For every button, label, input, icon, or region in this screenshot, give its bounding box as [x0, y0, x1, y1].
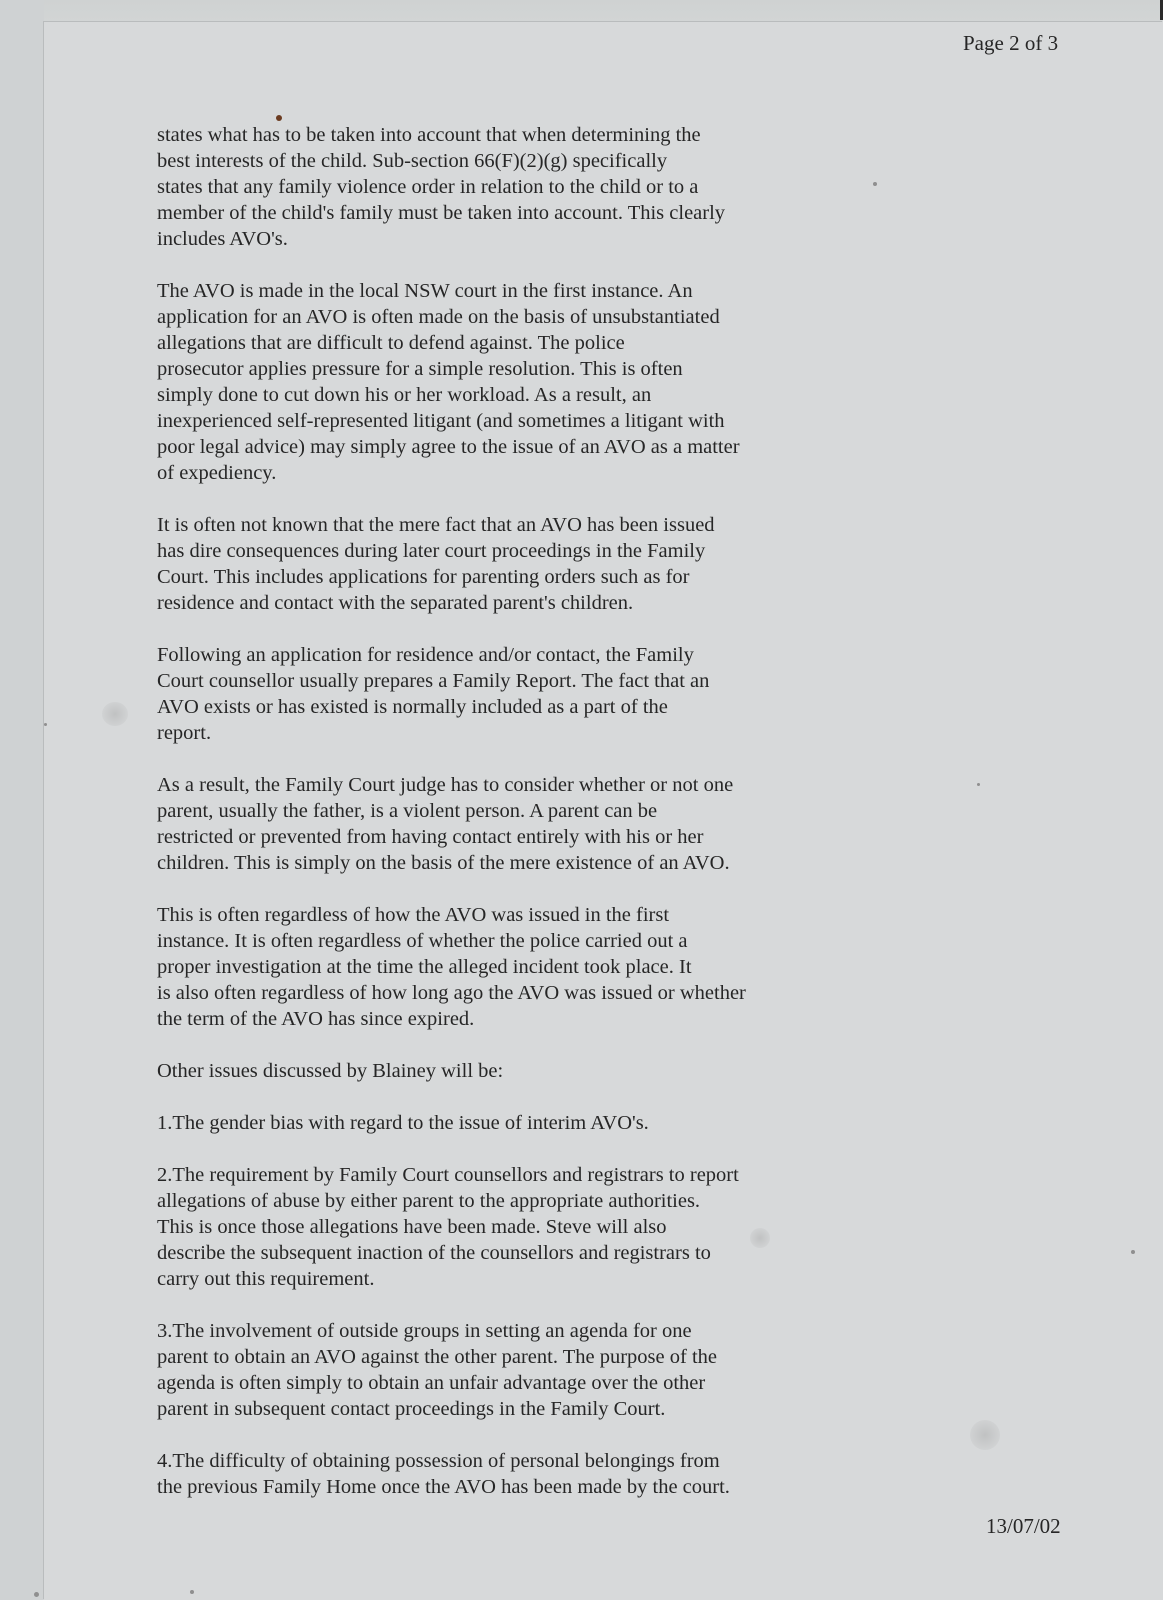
text-line: parent in subsequent contact proceedings in the Family Court. [157, 1398, 666, 1420]
text-line: the term of the AVO has since expired. [157, 1008, 475, 1030]
text-line: the previous Family Home once the AVO has been made by the court. [157, 1476, 730, 1498]
text-line: of expediency. [157, 462, 277, 484]
paragraph [157, 1162, 867, 1292]
text-line: allegations of abuse by either parent to the appropriate authorities. [157, 1190, 701, 1212]
scan-smudge [750, 1228, 770, 1248]
text-line: restricted or prevented from having contact entirely with his or her [157, 826, 704, 848]
paragraph [157, 278, 867, 486]
scan-smudge [102, 702, 128, 726]
text-line: As a result, the Family Court judge has to consider whether or not one [157, 774, 734, 796]
paragraph [157, 512, 867, 616]
text-line: Other issues discussed by Blainey will be: [157, 1060, 504, 1082]
text-line: It is often not known that the mere fact that an AVO has been issued [157, 514, 715, 536]
scan-speck [977, 783, 980, 786]
paragraph [157, 1058, 867, 1084]
paragraph [157, 902, 867, 1032]
text-line: carry out this requirement. [157, 1268, 375, 1290]
scan-speck [1131, 1250, 1135, 1254]
text-line: application for an AVO is often made on the basis of unsubstantiated [157, 306, 720, 328]
text-line: Court. This includes applications for parenting orders such as for [157, 566, 690, 588]
paragraph [157, 642, 867, 746]
paragraph [157, 122, 867, 252]
scan-speck [34, 1592, 39, 1597]
text-line: simply done to cut down his or her workload. As a result, an [157, 384, 652, 406]
text-line: Following an application for residence and/or contact, the Family [157, 644, 694, 666]
paragraph [157, 772, 867, 876]
text-line: states that any family violence order in relation to the child or to a [157, 176, 699, 198]
text-line: The AVO is made in the local NSW court in the first instance. An [157, 280, 693, 302]
paragraph [157, 1448, 867, 1500]
text-line: allegations that are difficult to defend against. The police [157, 332, 625, 354]
text-line: proper investigation at the time the alleged incident took place. It [157, 956, 692, 978]
text-line: This is often regardless of how the AVO was issued in the first [157, 904, 670, 926]
scan-speck [44, 723, 47, 726]
paragraph [157, 1110, 867, 1136]
text-line: inexperienced self-represented litigant (and sometimes a litigant with [157, 410, 725, 432]
text-line: best interests of the child. Sub-section 66(F)(2)(g) specifically [157, 150, 668, 172]
scan-speck [190, 1590, 194, 1594]
document-body [157, 122, 867, 1500]
text-line: 1.The gender bias with regard to the issue of interim AVO's. [157, 1112, 649, 1134]
text-line: This is once those allegations have been made. Steve will also [157, 1216, 667, 1238]
text-line: AVO exists or has existed is normally included as a part of the [157, 696, 668, 718]
text-line: parent, usually the father, is a violent person. A parent can be [157, 800, 658, 822]
text-line: instance. It is often regardless of whether the police carried out a [157, 930, 688, 952]
text-line: 2.The requirement by Family Court counsellors and registrars to report [157, 1164, 739, 1186]
scanner-top-edge [0, 0, 1163, 22]
text-line: member of the child's family must be taken into account. This clearly [157, 202, 726, 224]
page-number: Page 2 of 3 [963, 31, 1059, 55]
text-line: has dire consequences during later court proceedings in the Family [157, 540, 706, 562]
text-line: 4.The difficulty of obtaining possession of personal belongings from [157, 1450, 720, 1472]
paragraph [157, 1318, 867, 1422]
text-line: report. [157, 722, 212, 744]
text-line: prosecutor applies pressure for a simple resolution. This is often [157, 358, 683, 380]
text-line: 3.The involvement of outside groups in setting an agenda for one [157, 1320, 692, 1342]
scanner-left-edge [0, 0, 44, 1600]
text-line: Court counsellor usually prepares a Family Report. The fact that an [157, 670, 710, 692]
document-date: 13/07/02 [986, 1514, 1061, 1538]
scan-speck [276, 115, 282, 121]
scan-smudge [970, 1420, 1000, 1450]
text-line: parent to obtain an AVO against the other parent. The purpose of the [157, 1346, 717, 1368]
text-line: children. This is simply on the basis of the mere existence of an AVO. [157, 852, 730, 874]
text-line: is also often regardless of how long ago the AVO was issued or whether [157, 982, 746, 1004]
text-line: describe the subsequent inaction of the counsellors and registrars to [157, 1242, 711, 1264]
text-line: includes AVO's. [157, 228, 288, 250]
scan-speck [873, 182, 877, 186]
text-line: states what has to be taken into account that when determining the [157, 124, 701, 146]
text-line: residence and contact with the separated parent's children. [157, 592, 634, 614]
text-line: agenda is often simply to obtain an unfair advantage over the other [157, 1372, 706, 1394]
text-line: poor legal advice) may simply agree to the issue of an AVO as a matter [157, 436, 740, 458]
